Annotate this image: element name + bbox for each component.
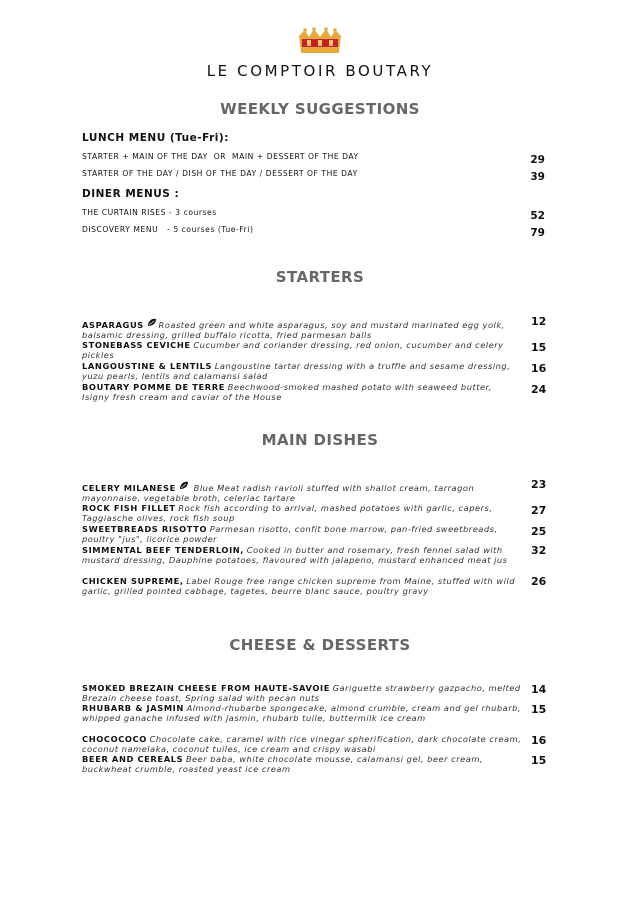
dish-price: 15 <box>531 754 547 767</box>
diner-menu-row <box>82 208 548 222</box>
dish-description: Cucumber and coriander dressing, red onion, cucumber and celery pickles <box>82 340 504 361</box>
diner-menu-row <box>82 225 548 239</box>
dish-name: CHOCOCOCO <box>82 734 147 744</box>
dish-name: ROCK FISH FILLET <box>82 503 176 513</box>
dish-description: Rock fish according to arrival, mashed potatoes with garlic, capers, Taggiasche olives, rock fish soup <box>82 503 493 524</box>
dish-name: SWEETBREADS RISOTTO <box>82 524 208 534</box>
menu-item <box>82 503 552 524</box>
dish-price: 26 <box>531 575 547 588</box>
dish-description: Beer baba, white chocolate mousse, calamansi gel, beer cream, buckwheat crumble, roasted yeast ice cream <box>82 754 484 775</box>
dish-price: 23 <box>531 478 547 491</box>
weekly-suggestions-title: WEEKLY SUGGESTIONS <box>220 100 420 118</box>
menu-option-label: STARTER OF THE DAY / DISH OF THE DAY / DESSERT OF THE DAY <box>82 169 358 178</box>
dish-price: 16 <box>531 362 547 375</box>
crown-icon <box>295 27 345 55</box>
menu-item <box>82 361 552 382</box>
dish-name: ASPARAGUS <box>82 320 144 330</box>
vegetarian-leaf-icon <box>147 318 157 327</box>
dish-description: Gariguette strawberry gazpacho, melted Brezain cheese toast, Spring salad with pecan nuts <box>82 683 521 704</box>
dish-price: 27 <box>531 504 547 517</box>
dish-price: 12 <box>531 315 547 328</box>
dish-price: 15 <box>531 703 547 716</box>
menu-item <box>82 340 552 361</box>
dish-price: 15 <box>531 341 547 354</box>
cheese-desserts-title: CHEESE & DESSERTS <box>229 636 411 654</box>
dish-description: Cooked in butter and rosemary, fresh fennel salad with mustard dressing, Dauphine potatoes, flavoured with jalapeno, mustard enhanced meat jus <box>82 545 508 566</box>
menu-option-price: 79 <box>530 227 545 239</box>
menu-option-price: 52 <box>530 210 545 222</box>
dish-name: SMOKED BREZAIN CHEESE FROM HAUTE-SAVOIE <box>82 683 330 693</box>
dish-description: Blue Meat radish ravioli stuffed with shallot cream, tarragon mayonnaise, vegetable broth, celeriac tartare <box>82 483 475 504</box>
lunch-menu-row <box>82 152 548 166</box>
dish-name: LANGOUSTINE & LENTILS <box>82 361 213 371</box>
dish-description: Chocolate cake, caramel with rice vinegar spherification, dark chocolate cream, coconut namelaka, coconut tuiles, ice cream and crispy wasabi <box>82 734 522 755</box>
dish-price: 14 <box>531 683 547 696</box>
restaurant-name: LE COMPTOIR BOUTARY <box>206 62 434 80</box>
dish-price: 25 <box>531 525 547 538</box>
dish-name: BOUTARY POMME DE TERRE <box>82 382 226 392</box>
dish-description: Almond-rhubarbe spongecake, almond crumble, cream and gel rhubarb, whipped ganache infused with jasmin, rhubarb tuile, buttermilk ice cream <box>82 703 522 724</box>
dish-description: Beechwood-smoked mashed potato with seaweed butter, Isigny fresh cream and caviar of the House <box>82 382 492 403</box>
dish-name: SIMMENTAL BEEF TENDERLOIN, <box>82 545 245 555</box>
dish-description: Langoustine tartar dressing with a truffle and sesame dressing, yuzu pearls, lentils and calamansi salad <box>82 361 511 382</box>
dish-description: Label Rouge free range chicken supreme from Maine, stuffed with wild garlic, grilled pointed cabbage, tagetes, beurre blanc sauce, poultry gravy <box>82 576 515 597</box>
dish-price: 32 <box>531 544 547 557</box>
menu-item <box>82 683 552 704</box>
menu-item <box>82 703 552 724</box>
menu-option-label: DISCOVERY MENU - 5 courses (Tue-Fri) <box>82 225 254 234</box>
menu-item <box>82 734 552 755</box>
menu-item <box>82 754 552 775</box>
menu-option-label: STARTER + MAIN OF THE DAY OR MAIN + DESSERT OF THE DAY <box>82 152 359 161</box>
dish-description: Parmesan risotto, confit bone marrow, pan-fried sweetbreads, poultry "jus", licorice powder <box>82 524 498 545</box>
dish-description: Roasted green and white asparagus, soy and mustard marinated egg yolk, balsamic dressing, grilled buffalo ricotta, fried parmesan balls <box>82 320 505 341</box>
menu-item <box>82 545 552 566</box>
dish-name: CHICKEN SUPREME, <box>82 576 184 586</box>
menu-option-price: 39 <box>530 171 545 183</box>
starters-title: STARTERS <box>275 268 365 286</box>
menu-item <box>82 382 552 403</box>
lunch-menu-row <box>82 169 548 183</box>
menu-option-label: THE CURTAIN RISES - 3 courses <box>82 208 217 217</box>
menu-option-price: 29 <box>530 154 545 166</box>
menu-item <box>82 315 552 341</box>
diner-menus-heading: DINER MENUS : <box>82 188 180 200</box>
menu-item <box>82 478 552 504</box>
menu-item <box>82 576 552 597</box>
vegetarian-leaf-icon <box>179 481 189 490</box>
dish-price: 24 <box>531 383 547 396</box>
dish-name: RHUBARB & JASMIN <box>82 703 184 713</box>
main-dishes-title: MAIN DISHES <box>261 431 379 449</box>
dish-name: CELERY MILANESE <box>82 483 176 493</box>
dish-name: STONEBASS CEVICHE <box>82 340 191 350</box>
menu-item <box>82 524 552 545</box>
dish-name: BEER AND CEREALS <box>82 754 184 764</box>
lunch-menu-heading: LUNCH MENU (Tue-Fri): <box>82 132 229 144</box>
dish-price: 16 <box>531 734 547 747</box>
